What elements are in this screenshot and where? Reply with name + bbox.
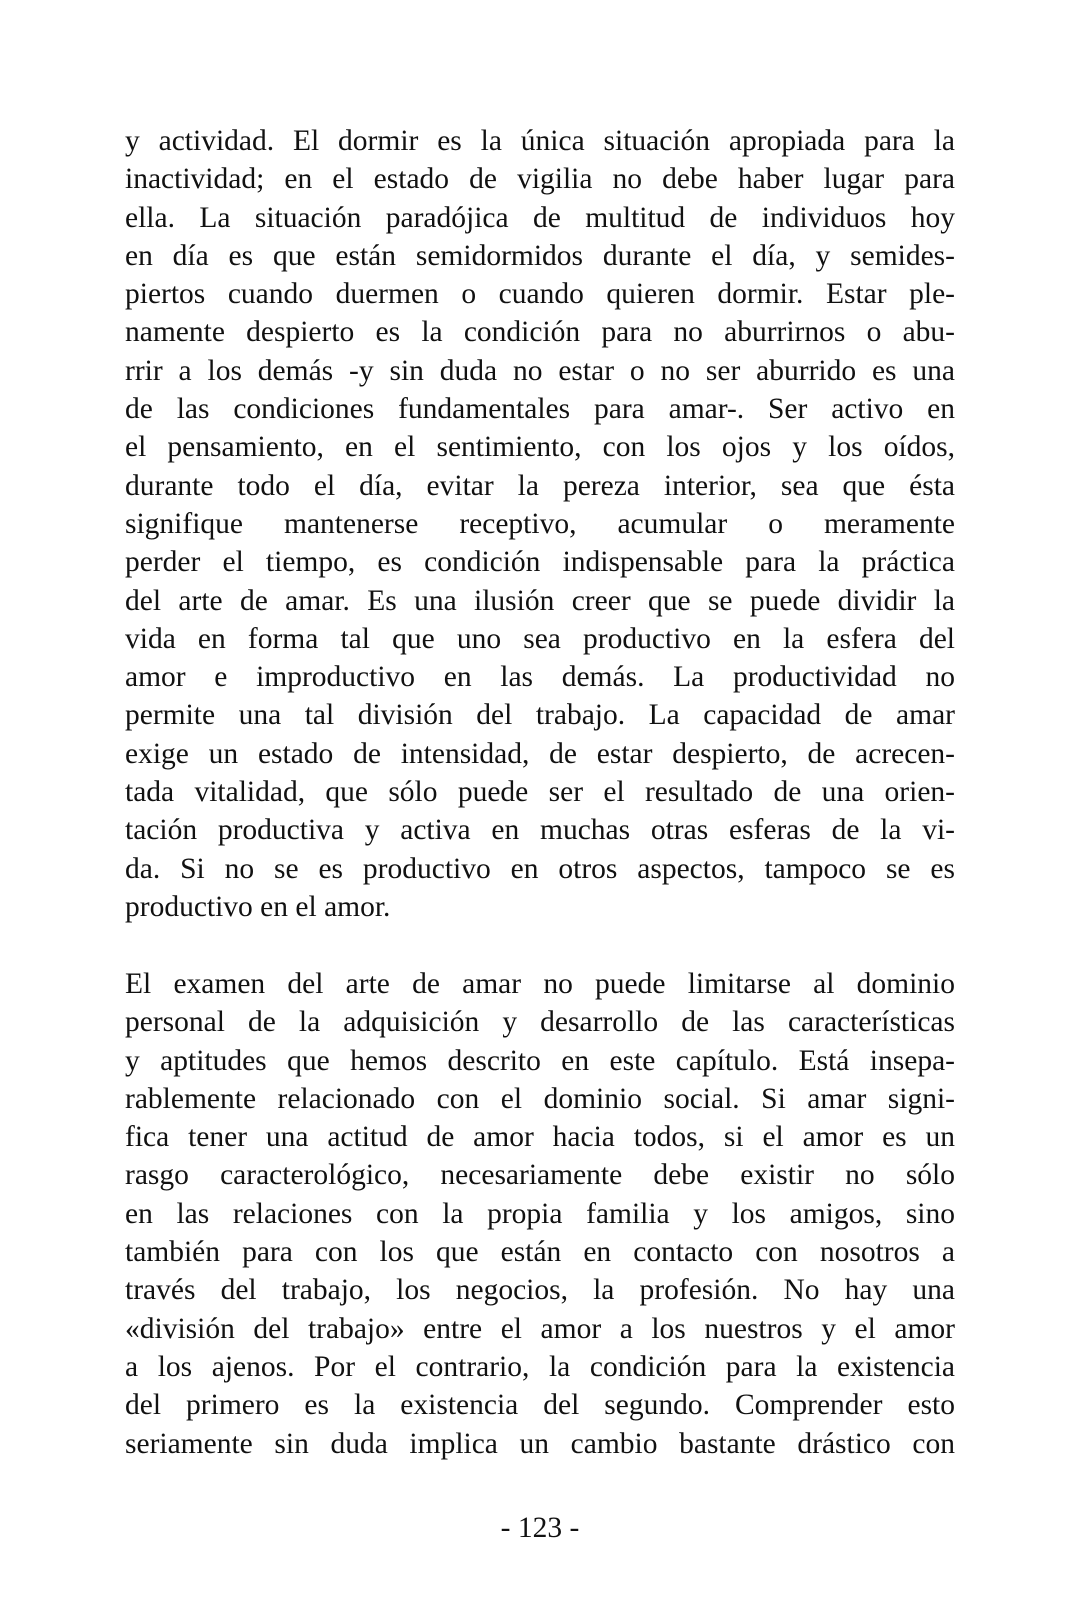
text-line: ella. La situación paradójica de multitud de individuos hoy (125, 201, 955, 234)
text-line: fica tener una actitud de amor hacia todos, si el amor es un (125, 1121, 955, 1154)
text-line: inactividad; en el estado de vigilia no debe haber lugar para (125, 163, 955, 196)
text-line: tación productiva y activa en muchas otras esferas de la vi- (125, 814, 955, 847)
text-line: perder el tiempo, es condición indispensable para la práctica (125, 546, 955, 579)
text-line: seriamente sin duda implica un cambio bastante drástico con (125, 1427, 955, 1460)
paragraph-1 (125, 122, 955, 926)
text-line: rasgo caracterológico, necesariamente debe existir no sólo (125, 1159, 955, 1192)
text-line: a los ajenos. Por el contrario, la condición para la existencia (125, 1350, 955, 1383)
text-line: El examen del arte de amar no puede limitarse al dominio (125, 968, 955, 1000)
text-line: da. Si no se es productivo en otros aspectos, tampoco se es (125, 852, 955, 885)
text-line: del arte de amar. Es una ilusión creer que se puede dividir la (125, 584, 955, 617)
text-line: y actividad. El dormir es la única situación apropiada para la (125, 125, 955, 157)
text-line: en día es que están semidormidos durante el día, y semides- (125, 239, 955, 272)
text-line: rrir a los demás -y sin duda no estar o no ser aburrido es una (125, 354, 955, 387)
text-line: de las condiciones fundamentales para amar-. Ser activo en (125, 393, 955, 426)
text-line: tada vitalidad, que sólo puede ser el resultado de una orien- (125, 776, 955, 809)
text-line: través del trabajo, los negocios, la profesión. No hay una (125, 1274, 955, 1307)
text-line: permite una tal división del trabajo. La capacidad de amar (125, 699, 955, 732)
text-line: productivo en el amor. (125, 890, 391, 923)
paragraph-2 (125, 965, 955, 1463)
text-line: del primero es la existencia del segundo. Comprender esto (125, 1389, 955, 1422)
text-line: amor e improductivo en las demás. La productividad no (125, 661, 955, 694)
text-line: namente despierto es la condición para no aburrirnos o abu- (125, 316, 955, 349)
text-line: vida en forma tal que uno sea productivo en la esfera del (125, 622, 955, 655)
page-number: - 123 - (500, 1512, 580, 1544)
text-line: el pensamiento, en el sentimiento, con los ojos y los oídos, (125, 431, 955, 464)
text-line: piertos cuando duermen o cuando quieren dormir. Estar ple- (125, 278, 955, 311)
text-line: personal de la adquisición y desarrollo de las características (125, 1006, 955, 1039)
text-line: rablemente relacionado con el dominio social. Si amar signi- (125, 1082, 955, 1115)
text-line: también para con los que están en contacto con nosotros a (125, 1236, 955, 1269)
text-line: signifique mantenerse receptivo, acumular o meramente (125, 507, 955, 540)
text-line: exige un estado de intensidad, de estar despierto, de acrecen- (125, 737, 955, 770)
text-line: durante todo el día, evitar la pereza interior, sea que ésta (125, 469, 955, 502)
text-line: y aptitudes que hemos descrito en este capítulo. Está insepa- (125, 1044, 955, 1077)
text-line: en las relaciones con la propia familia y los amigos, sino (125, 1197, 955, 1230)
text-line: «división del trabajo» entre el amor a los nuestros y el amor (125, 1312, 955, 1345)
